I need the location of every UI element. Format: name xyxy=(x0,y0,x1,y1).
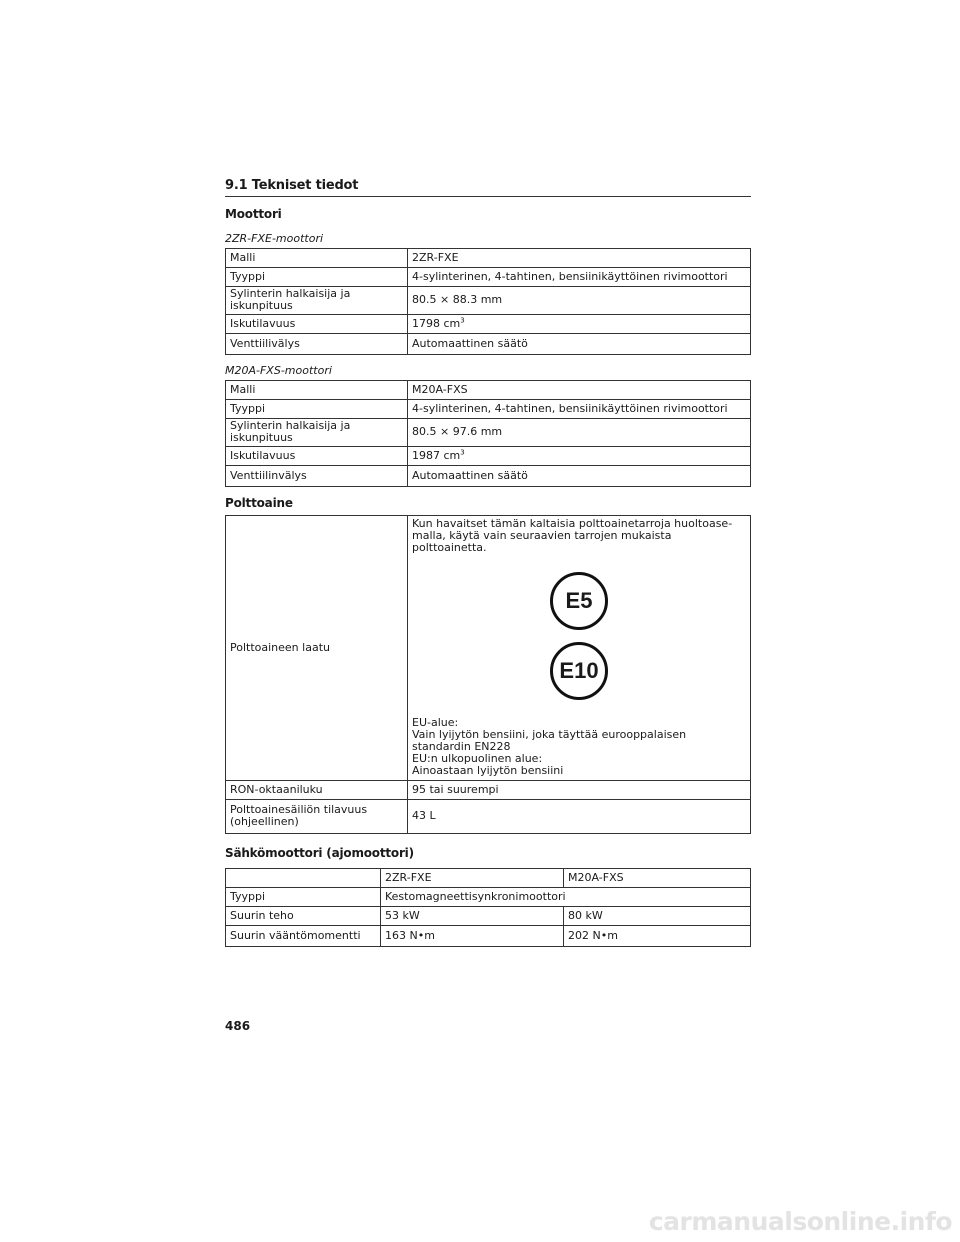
power-2zr: 53 kW xyxy=(381,907,564,926)
row-key: Iskutilavuus xyxy=(226,447,408,466)
row-key: Iskutilavuus xyxy=(226,315,408,334)
motor-table xyxy=(225,868,751,947)
fuel-table xyxy=(225,515,751,834)
fuel-intro-text: Kun havaitset tämän kaltaisia polttoainetarroja huoltoase-malla, käytä vain seuraavien tarrojen mukaista polttoainetta. xyxy=(412,517,733,554)
row-value: Automaattinen säätö xyxy=(408,466,751,487)
row-key: Venttiilivälys xyxy=(226,334,408,355)
torque-label: Suurin vääntömomentti xyxy=(226,926,381,947)
table-row xyxy=(226,926,751,947)
table-row xyxy=(226,869,751,888)
table-row xyxy=(226,419,751,447)
row-key: Sylinterin halkaisija ja iskunpituus xyxy=(226,287,408,315)
torque-m20a: 202 N•m xyxy=(564,926,751,947)
row-value xyxy=(408,315,751,334)
row-value: 80.5 × 88.3 mm xyxy=(408,287,751,315)
section-title: 9.1 Tekniset tiedot xyxy=(225,178,751,197)
engine-table-2zr xyxy=(225,248,751,355)
power-m20a: 80 kW xyxy=(564,907,751,926)
tank-label: Polttoainesäiliön tilavuus (ohjeellinen) xyxy=(226,800,408,834)
type-value: Kestomagneettisynkronimoottori xyxy=(381,888,751,907)
unit-superscript: 3 xyxy=(460,315,465,324)
ron-value: 95 tai suurempi xyxy=(408,781,751,800)
table-row xyxy=(226,287,751,315)
page-number: 486 xyxy=(225,1019,251,1033)
fuel-heading: Polttoaine xyxy=(225,496,293,510)
table-row xyxy=(226,466,751,487)
fuel-region-notes xyxy=(412,717,746,777)
table-row xyxy=(226,268,751,287)
engine-table-m20a xyxy=(225,380,751,487)
row-key: Tyyppi xyxy=(226,400,408,419)
page-content xyxy=(225,178,751,947)
row-value: 4-sylinterinen, 4-tahtinen, bensiinikäyttöinen rivimoottori xyxy=(408,268,751,287)
row-value xyxy=(408,447,751,466)
row-key: Tyyppi xyxy=(226,268,408,287)
header-2zr: 2ZR-FXE xyxy=(381,869,564,888)
row-key: Malli xyxy=(226,249,408,268)
table-row xyxy=(226,315,751,334)
table-row xyxy=(226,781,751,800)
table-row xyxy=(226,907,751,926)
fuel-labels xyxy=(412,572,746,700)
table-row xyxy=(226,800,751,834)
engine-subtitle-2zr: 2ZR-FXE-moottori xyxy=(225,232,324,245)
tank-value: 43 L xyxy=(408,800,751,834)
table-row xyxy=(226,334,751,355)
table-row xyxy=(226,516,751,781)
torque-2zr: 163 N•m xyxy=(381,926,564,947)
watermark: carmanualsonline.info xyxy=(648,1207,952,1236)
row-key: Malli xyxy=(226,381,408,400)
row-key: Venttiilinvälys xyxy=(226,466,408,487)
engine-heading: Moottori xyxy=(225,207,282,221)
unit-superscript: 3 xyxy=(460,447,465,456)
row-key: Sylinterin halkaisija ja iskunpituus xyxy=(226,419,408,447)
fuel-quality-label: Polttoaineen laatu xyxy=(226,516,408,781)
power-label: Suurin teho xyxy=(226,907,381,926)
engine-subtitle-m20a: M20A-FXS-moottori xyxy=(225,364,332,377)
table-row xyxy=(226,381,751,400)
row-value: 4-sylinterinen, 4-tahtinen, bensiinikäyttöinen rivimoottori xyxy=(408,400,751,419)
table-row xyxy=(226,888,751,907)
fuel-note-line: Vain lyijytön bensiini, joka täyttää eurooppalaisen standardin EN228 xyxy=(412,728,687,753)
e10-fuel-label-icon: E10 xyxy=(550,642,608,700)
row-value: Automaattinen säätö xyxy=(408,334,751,355)
displacement-value: 1798 cm xyxy=(412,316,461,330)
fuel-note-line: EU:n ulkopuolinen alue: xyxy=(412,752,543,765)
displacement-value: 1987 cm xyxy=(412,448,461,462)
e5-fuel-label-icon: E5 xyxy=(550,572,608,630)
table-row xyxy=(226,447,751,466)
type-label: Tyyppi xyxy=(226,888,381,907)
ron-label: RON-oktaaniluku xyxy=(226,781,408,800)
table-row xyxy=(226,400,751,419)
table-row xyxy=(226,249,751,268)
header-m20a: M20A-FXS xyxy=(564,869,751,888)
header-empty xyxy=(226,869,381,888)
row-value: M20A-FXS xyxy=(408,381,751,400)
row-value: 2ZR-FXE xyxy=(408,249,751,268)
fuel-quality-value xyxy=(408,516,751,781)
motor-heading: Sähkömoottori (ajomoottori) xyxy=(225,846,414,860)
fuel-note-line: EU-alue: xyxy=(412,716,459,729)
fuel-note-line: Ainoastaan lyijytön bensiini xyxy=(412,764,564,777)
row-value: 80.5 × 97.6 mm xyxy=(408,419,751,447)
